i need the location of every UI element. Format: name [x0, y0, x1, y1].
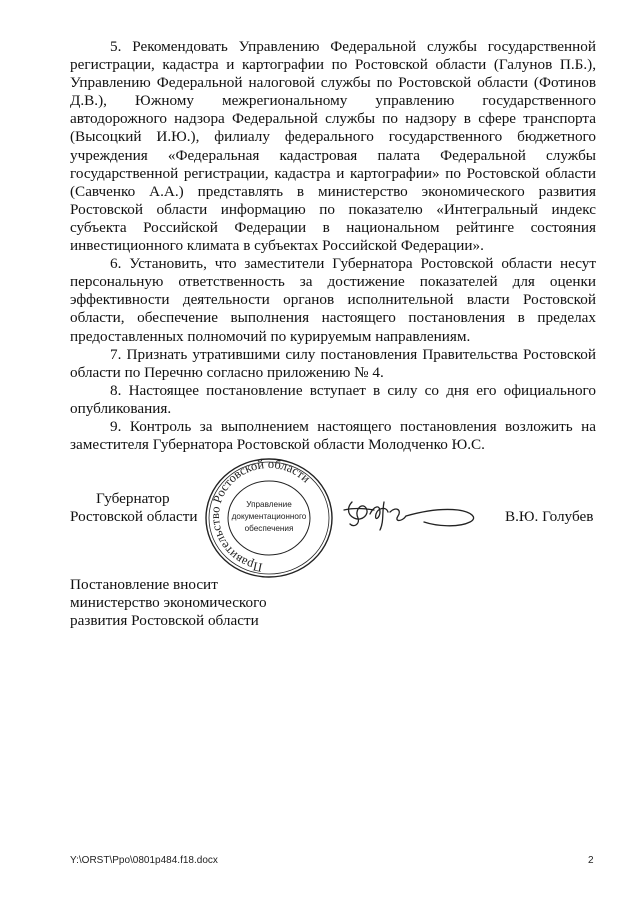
signatory-title [70, 490, 198, 526]
seal-center-line2: документационного [231, 512, 307, 521]
submission-note-line2: министерство экономического [70, 594, 267, 612]
footer-file-path: Y:\ORST\Ppo\0801p484.f18.docx [70, 855, 218, 866]
submission-note-line1: Постановление вносит [70, 576, 218, 593]
handwritten-signature [340, 492, 490, 542]
document-body [70, 38, 596, 454]
paragraph-5: 5. Рекомендовать Управлению Федеральной службы государственной регистрации, кадастра и картографии по Ростовской области (Галунов П.Б.), Управлению Федеральной налоговой службы по Ростовской области (Фотинов Д.В.), Южному межрегиональному управлению государственного автодорожного надзора Федеральной службы по надзору в сфере транспорта (Высоцкий И.Ю.), филиалу федерального государственного бюджетного учреждения «Федеральная кадастровая палата Федеральной службы государственной регистрации, кадастра и картографии» по Ростовской области (Савченко А.А.) представлять в министерство экономического развития Ростовской области информацию по показателю «Интегральный индекс субъекта Российской Федерации в национальном рейтинге состояния инвестиционного климата в субъектах Российской Федерации». [70, 38, 596, 255]
signatory-title-line2: Ростовской области [70, 508, 198, 526]
submission-note [70, 576, 267, 630]
paragraph-7: 7. Признать утратившими силу постановления Правительства Ростовской области по Перечню согласно приложению № 4. [70, 345, 596, 381]
official-seal-stamp [203, 456, 335, 580]
paragraph-6: 6. Установить, что заместители Губернатора Ростовской области несут персональную ответственность за достижение показателей для оценки эффективности деятельности органов исполнительной власти Ростовской области, обеспечение выполнения настоящего постановления в пределах предоставленных полномочий по курируемым направлениям. [70, 255, 596, 345]
paragraph-9: 9. Контроль за выполнением настоящего постановления возложить на заместителя Губернатора Ростовской области Молодченко Ю.С. [70, 417, 596, 454]
signatory-title-line1: Губернатор [96, 490, 170, 507]
seal-center-line3: обеспечения [244, 524, 294, 533]
footer-page-number: 2 [588, 855, 594, 866]
seal-ring-text: Правительство Ростовской области [208, 456, 314, 575]
paragraph-8: 8. Настоящее постановление вступает в силу со дня его официального опубликования. [70, 381, 596, 417]
signatory-name: В.Ю. Голубев [505, 508, 594, 525]
seal-center-line1: Управление [246, 500, 292, 509]
submission-note-line3: развития Ростовской области [70, 612, 259, 630]
